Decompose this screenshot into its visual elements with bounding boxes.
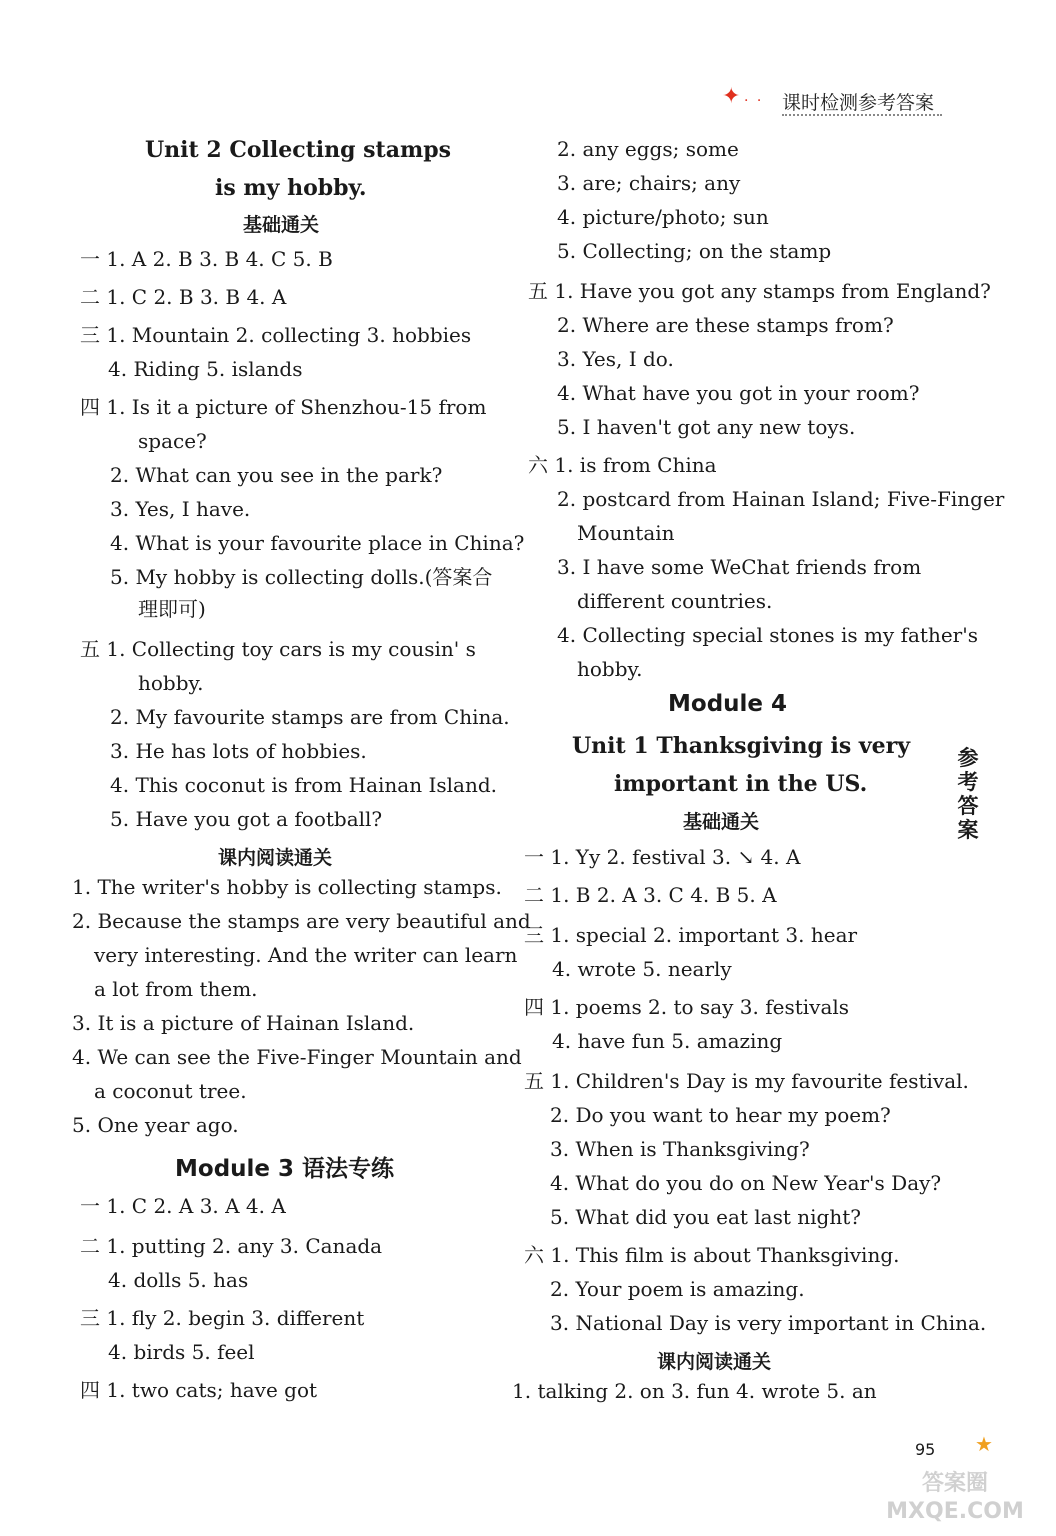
right-line-7: 4. What have you got in your room?: [557, 381, 920, 405]
right-line-10: 2. postcard from Hainan Island; Five-Finger: [557, 487, 1005, 511]
right-line-18: important in the US.: [614, 771, 868, 797]
right-line-35: 1. talking 2. on 3. fun 4. wrote 5. an: [512, 1379, 877, 1403]
left-line-23: very interesting. And the writer can learn: [94, 943, 518, 967]
left-line-18: 4. This coconut is from Hainan Island.: [110, 773, 497, 797]
right-line-14: 4. Collecting special stones is my father's: [557, 623, 978, 647]
right-line-24: 四 1. poems 2. to say 3. festivals: [524, 995, 850, 1019]
right-line-29: 4. What do you do on New Year's Day?: [550, 1171, 942, 1195]
left-line-7: 四 1. Is it a picture of Shenzhou-15 from: [80, 395, 487, 419]
page-number-star-icon: ★: [975, 1432, 993, 1456]
left-line-35: 四 1. two cats; have got: [80, 1378, 318, 1402]
left-line-22: 2. Because the stamps are very beautiful and: [72, 909, 531, 933]
right-line-31: 六 1. This film is about Thanksgiving.: [524, 1243, 900, 1267]
header-dotted-rule: [782, 114, 942, 116]
left-line-5: 三 1. Mountain 2. collecting 3. hobbies: [80, 323, 472, 347]
left-line-26: 4. We can see the Five-Finger Mountain and: [72, 1045, 522, 1069]
left-line-8: space?: [138, 429, 207, 453]
right-line-8: 5. I haven't got any new toys.: [557, 415, 856, 439]
left-line-17: 3. He has lots of hobbies.: [110, 739, 367, 763]
left-line-15: hobby.: [138, 671, 204, 695]
left-line-16: 2. My favourite stamps are from China.: [110, 705, 510, 729]
right-line-5: 2. Where are these stamps from?: [557, 313, 894, 337]
left-line-9: 2. What can you see in the park?: [110, 463, 443, 487]
left-line-19: 5. Have you got a football?: [110, 807, 383, 831]
header-star-icon: ✦: [722, 84, 741, 109]
left-line-29: Module 3 语法专练: [175, 1156, 395, 1182]
left-line-20: 课内阅读通关: [218, 847, 333, 869]
right-line-23: 4. wrote 5. nearly: [552, 957, 732, 981]
right-line-12: 3. I have some WeChat friends from: [557, 555, 922, 579]
right-line-1: 3. are; chairs; any: [557, 171, 741, 195]
right-line-30: 5. What did you eat last night?: [550, 1205, 861, 1229]
right-line-3: 5. Collecting; on the stamp: [557, 239, 832, 263]
right-line-32: 2. Your poem is amazing.: [550, 1277, 805, 1301]
left-line-4: 二 1. C 2. B 3. B 4. A: [80, 285, 287, 309]
left-line-28: 5. One year ago.: [72, 1113, 239, 1137]
right-line-28: 3. When is Thanksgiving?: [550, 1137, 810, 1161]
right-line-26: 五 1. Children's Day is my favourite festival.: [524, 1069, 969, 1093]
left-line-33: 三 1. fly 2. begin 3. different: [80, 1306, 365, 1330]
left-line-0: Unit 2 Collecting stamps: [145, 137, 452, 163]
left-line-14: 五 1. Collecting toy cars is my cousin' s: [80, 637, 476, 661]
right-line-13: different countries.: [577, 589, 773, 613]
left-line-2: 基础通关: [243, 214, 320, 236]
left-line-10: 3. Yes, I have.: [110, 497, 251, 521]
right-line-20: 一 1. Yy 2. festival 3. ↘ 4. A: [524, 845, 801, 869]
header-dots-decoration: · ·: [744, 93, 764, 109]
left-line-30: 一 1. C 2. A 3. A 4. A: [80, 1194, 286, 1218]
right-line-0: 2. any eggs; some: [557, 137, 739, 161]
page-header-title: 课时检测参考答案: [782, 92, 935, 114]
right-line-4: 五 1. Have you got any stamps from England?: [528, 279, 991, 303]
left-line-27: a coconut tree.: [94, 1079, 247, 1103]
left-line-1: is my hobby.: [215, 175, 367, 201]
left-line-21: 1. The writer's hobby is collecting stamps.: [72, 875, 502, 899]
right-line-21: 二 1. B 2. A 3. C 4. B 5. A: [524, 883, 777, 907]
left-line-32: 4. dolls 5. has: [108, 1268, 249, 1292]
right-line-19: 基础通关: [683, 811, 760, 833]
left-line-11: 4. What is your favourite place in China?: [110, 531, 525, 555]
page-number: 95: [915, 1440, 936, 1459]
right-line-11: Mountain: [577, 521, 675, 545]
right-line-6: 3. Yes, I do.: [557, 347, 674, 371]
left-line-6: 4. Riding 5. islands: [108, 357, 303, 381]
right-line-27: 2. Do you want to hear my poem?: [550, 1103, 891, 1127]
right-line-16: Module 4: [668, 691, 788, 717]
right-line-9: 六 1. is from China: [528, 453, 717, 477]
right-line-22: 三 1. special 2. important 3. hear: [524, 923, 858, 947]
right-line-15: hobby.: [577, 657, 643, 681]
left-line-13: 理即可): [138, 597, 206, 621]
left-line-3: 一 1. A 2. B 3. B 4. C 5. B: [80, 247, 333, 271]
right-line-34: 课内阅读通关: [657, 1351, 772, 1373]
left-line-12: 5. My hobby is collecting dolls.(答案合: [110, 565, 493, 589]
left-line-31: 二 1. putting 2. any 3. Canada: [80, 1234, 383, 1258]
watermark: 答案圈 MXQE.COM: [886, 1471, 1024, 1524]
right-line-33: 3. National Day is very important in China.: [550, 1311, 987, 1335]
left-line-24: a lot from them.: [94, 977, 258, 1001]
left-line-25: 3. It is a picture of Hainan Island.: [72, 1011, 415, 1035]
right-line-25: 4. have fun 5. amazing: [552, 1029, 783, 1053]
right-line-2: 4. picture/photo; sun: [557, 205, 769, 229]
side-label: 参考答案: [957, 746, 979, 842]
right-line-17: Unit 1 Thanksgiving is very: [572, 733, 911, 759]
left-line-34: 4. birds 5. feel: [108, 1340, 255, 1364]
